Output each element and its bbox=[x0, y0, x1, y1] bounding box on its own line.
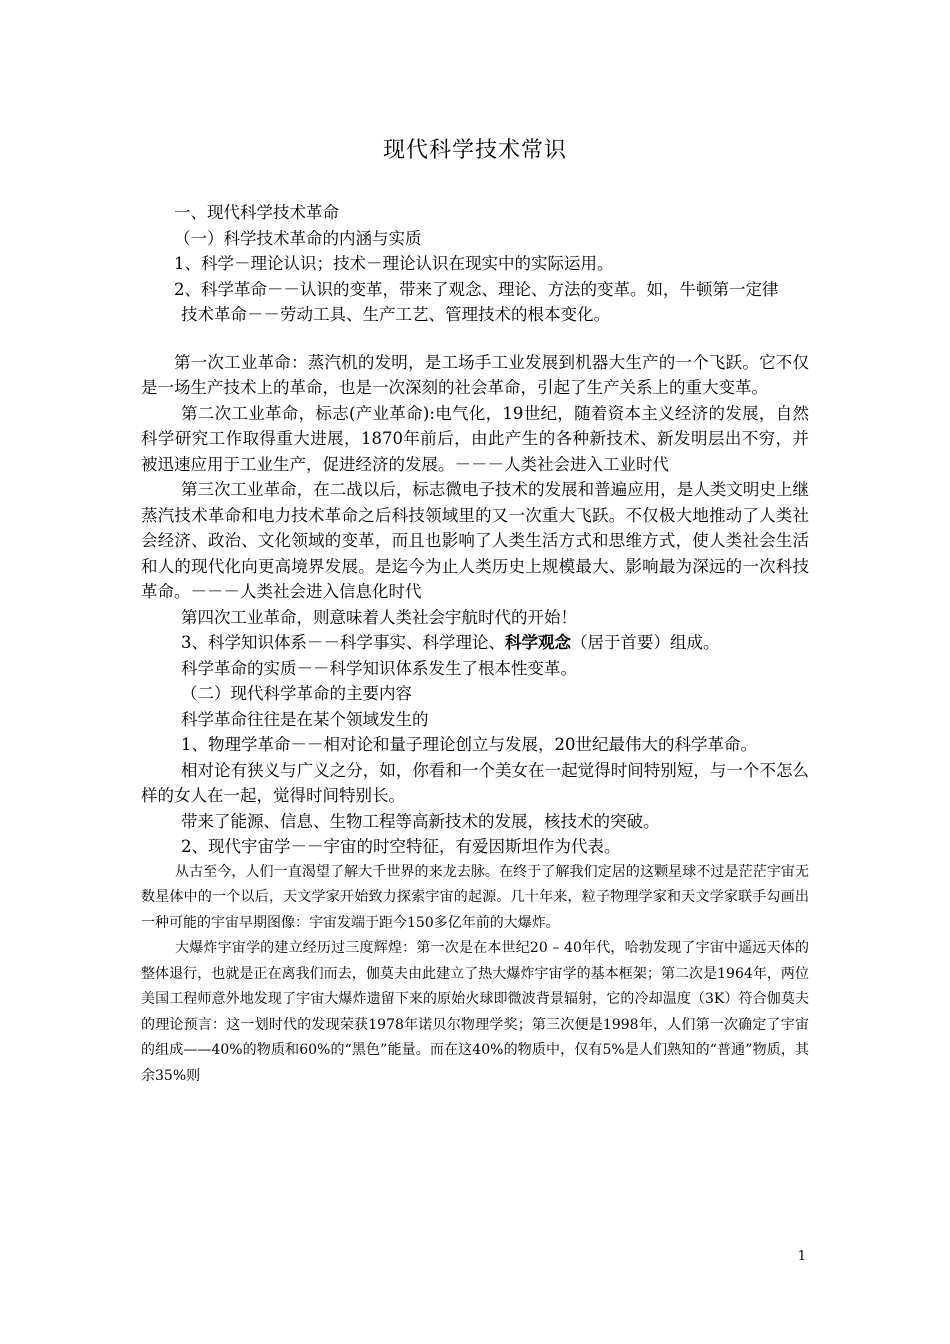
paragraph: 2、科学革命－－认识的变革，带来了观念、理论、方法的变革。如，牛顿第一定律 bbox=[174, 279, 779, 299]
paragraph: 1、科学－理论认识；技术－理论认识在现实中的实际运用。 bbox=[174, 254, 614, 273]
paragraph: 科学革命的实质－－科学知识体系发生了根本性变革。 bbox=[181, 658, 577, 678]
paragraph: 第三次工业革命，在二战以后，标志微电子技术的发展和普遍应用，是人类文明史上继蒸汽技术革命和电力技术革命之后科技领域里的又一次重大飞跃。不仅极大地推动了人类社会经济、政治、文化领域的变革，而且也影响了人类生活方式和思维方式，使人类社会生活和人的现代化向更高境界发展。是迄今为止人类历史上规模最大、影响最为深远的一次科技革命。－－－人类社会进入信息化时代 bbox=[141, 480, 809, 601]
paragraph: 相对论有狭义与广义之分，如，你看和一个美女在一起觉得时间特别短，与一个不怎么样的女人在一起，觉得时间特别长。 bbox=[141, 760, 809, 805]
spacer bbox=[141, 328, 809, 350]
paragraph: 第二次工业革命，标志(产业革命):电气化，19世纪，随着资本主义经济的发展，自然科学研究工作取得重大进展，1870年前后，由此产生的各种新技术、新发明层出不穷，并被迅速应用于工业生产，促进经济的发展。－－－人类社会进入工业时代 bbox=[141, 403, 809, 474]
page-number-text: 1 bbox=[797, 1249, 806, 1264]
subsection-heading: （一）科学技术革命的内涵与实质 bbox=[174, 228, 422, 248]
page-number bbox=[0, 1249, 950, 1264]
paragraph: 科学革命往往是在某个领域发生的 bbox=[181, 709, 429, 729]
paragraph: 第四次工业革命，则意味着人类社会宇航时代的开始！ bbox=[181, 607, 577, 627]
subsection-heading: （二）现代科学革命的主要内容 bbox=[181, 684, 412, 703]
paragraph bbox=[141, 630, 809, 656]
paragraph: 1、物理学革命－－相对论和量子理论创立与发展，20世纪最伟大的科学革命。 bbox=[181, 735, 757, 754]
document-body bbox=[141, 200, 809, 1089]
paragraph: 从古至今，人们一直渴望了解大千世界的来龙去脉。在终于了解我们定居的这颗星球不过是茫茫宇宙无数星体中的一个以后，天文学家开始致力探索宇宙的起源。几十年来，粒子物理学家和天文学家联手勾画出一种可能的宇宙早期图像：宇宙发端于距今150多亿年前的大爆炸。 bbox=[141, 863, 809, 931]
paragraph: 带来了能源、信息、生物工程等高新技术的发展，核技术的突破。 bbox=[181, 811, 660, 831]
bold-text-run: 科学观念 bbox=[505, 633, 571, 652]
paragraph: 第一次工业革命：蒸汽机的发明，是工场手工业发展到机器大生产的一个飞跃。它不仅是一场生产技术上的革命，也是一次深刻的社会革命，引起了生产关系上的重大变革。 bbox=[141, 352, 809, 397]
text-run: （居于首要）组成。 bbox=[571, 633, 720, 652]
paragraph: 大爆炸宇宙学的建立经历过三度辉煌：第一次是在本世纪20 – 40年代，哈勃发现了宇宙中遥远天体的整体退行，也就是正在离我们而去，伽莫夫由此建立了热大爆炸宇宙学的基本框架；第二次是1964年，两位美国工程师意外地发现了宇宙大爆炸遗留下来的原始火球即微波背景辐射，它的冷却温度（3K）符合伽莫夫的理论预言：这一划时代的发现荣获1978年诺贝尔物理学奖；第三次便是1998年，人们第一次确定了宇宙的组成——40%的物质和60%的“黑色”能量。而在这40%的物质中，仅有5%是人们熟知的“普通”物质，其余35%则 bbox=[141, 940, 809, 1084]
section-heading: 一、现代科学技术革命 bbox=[174, 203, 339, 222]
paragraph: 2、现代宇宙学－－宇宙的时空特征，有爱因斯坦作为代表。 bbox=[181, 837, 621, 856]
paragraph: 技术革命－－劳动工具、生产工艺、管理技术的根本变化。 bbox=[181, 305, 610, 324]
page-title: 现代科学技术常识 bbox=[382, 138, 567, 163]
text-run: 3、科学知识体系－－科学事实、科学理论、 bbox=[181, 633, 505, 652]
